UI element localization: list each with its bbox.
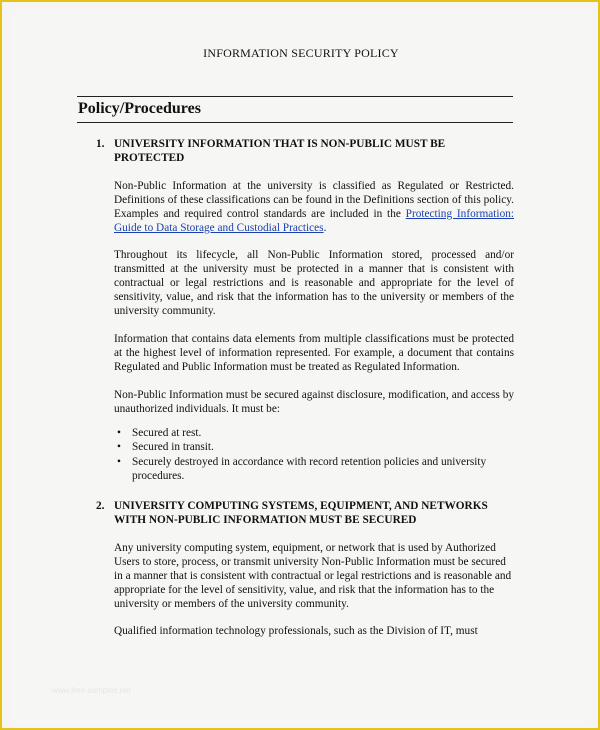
bullet-icon: • — [117, 456, 121, 469]
bullet-icon: • — [117, 441, 121, 454]
paragraph-text-end: . — [323, 221, 327, 234]
policy-content — [96, 138, 514, 639]
guide-link[interactable]: Protecting Information: Guide to Data Storage and Custodial Practices — [114, 207, 515, 234]
paragraph-multiple-classifications: Information that contains data elements from multiple classifications must be protected at the highest level of information represented. For example, a document that contains Regulated and Public Information must be treated as Regulated Information. — [114, 332, 514, 373]
item-title: UNIVERSITY INFORMATION THAT IS NON-PUBLIC MUST BE PROTECTED — [114, 138, 446, 164]
item-title: UNIVERSITY COMPUTING SYSTEMS, EQUIPMENT, AND NETWORKS WITH NON-PUBLIC INFORMATION MUST BE SECURED — [114, 500, 488, 527]
policy-item-2 — [96, 500, 514, 639]
top-rule — [77, 96, 513, 97]
item-heading — [96, 500, 514, 528]
requirements-list — [114, 427, 514, 485]
item-number: 2. — [96, 500, 105, 513]
item-number: 1. — [96, 138, 105, 150]
paragraph-qualified-professionals: Qualified information technology professionals, such as the Division of IT, must — [114, 625, 478, 638]
document-page — [12, 10, 590, 725]
policy-item-1 — [96, 138, 514, 484]
section-heading: Policy/Procedures — [78, 100, 201, 117]
paragraph-text: Non-Public Information at the university is classified as Regulated or Restricted. Definitions of these classifications can be found in the Definitions section of this policy. Examples and required control standards are included in the — [114, 179, 514, 220]
paragraph-computing-systems: Any university computing system, equipment, or network that is used by Authorized Users to store, process, or transmit university Non-Public Information must be secured in a manner that is consistent with contractual or legal restrictions and is reasonable and appropriate for the level of sensitivity, value, and risk that the information has to the university or members of the university community. — [114, 541, 512, 610]
list-item: • Secured in transit. — [117, 441, 214, 454]
paragraph-classification — [114, 180, 514, 236]
watermark-text: www.free-samples.net — [52, 686, 131, 695]
item-heading — [96, 138, 514, 166]
bullet-icon: • — [117, 426, 121, 439]
paragraph-secured-against: Non-Public Information must be secured against disclosure, modification, and access by unauthorized individuals. It must be: — [114, 388, 514, 415]
list-item: • Secured at rest. — [117, 426, 202, 439]
list-item: • Securely destroyed in accordance with record retention policies and university procedures. — [117, 456, 487, 483]
bottom-rule — [77, 122, 513, 123]
paragraph-lifecycle: Throughout its lifecycle, all Non-Public Information stored, processed and/or transmitted at the university must be protected in a manner that is consistent with contractual or legal restrictions and is reasonable and appropriate for the level of sensitivity, value, and risk that the information has to the university or members of the university community. — [114, 249, 514, 318]
document-title: INFORMATION SECURITY POLICY — [203, 46, 399, 60]
